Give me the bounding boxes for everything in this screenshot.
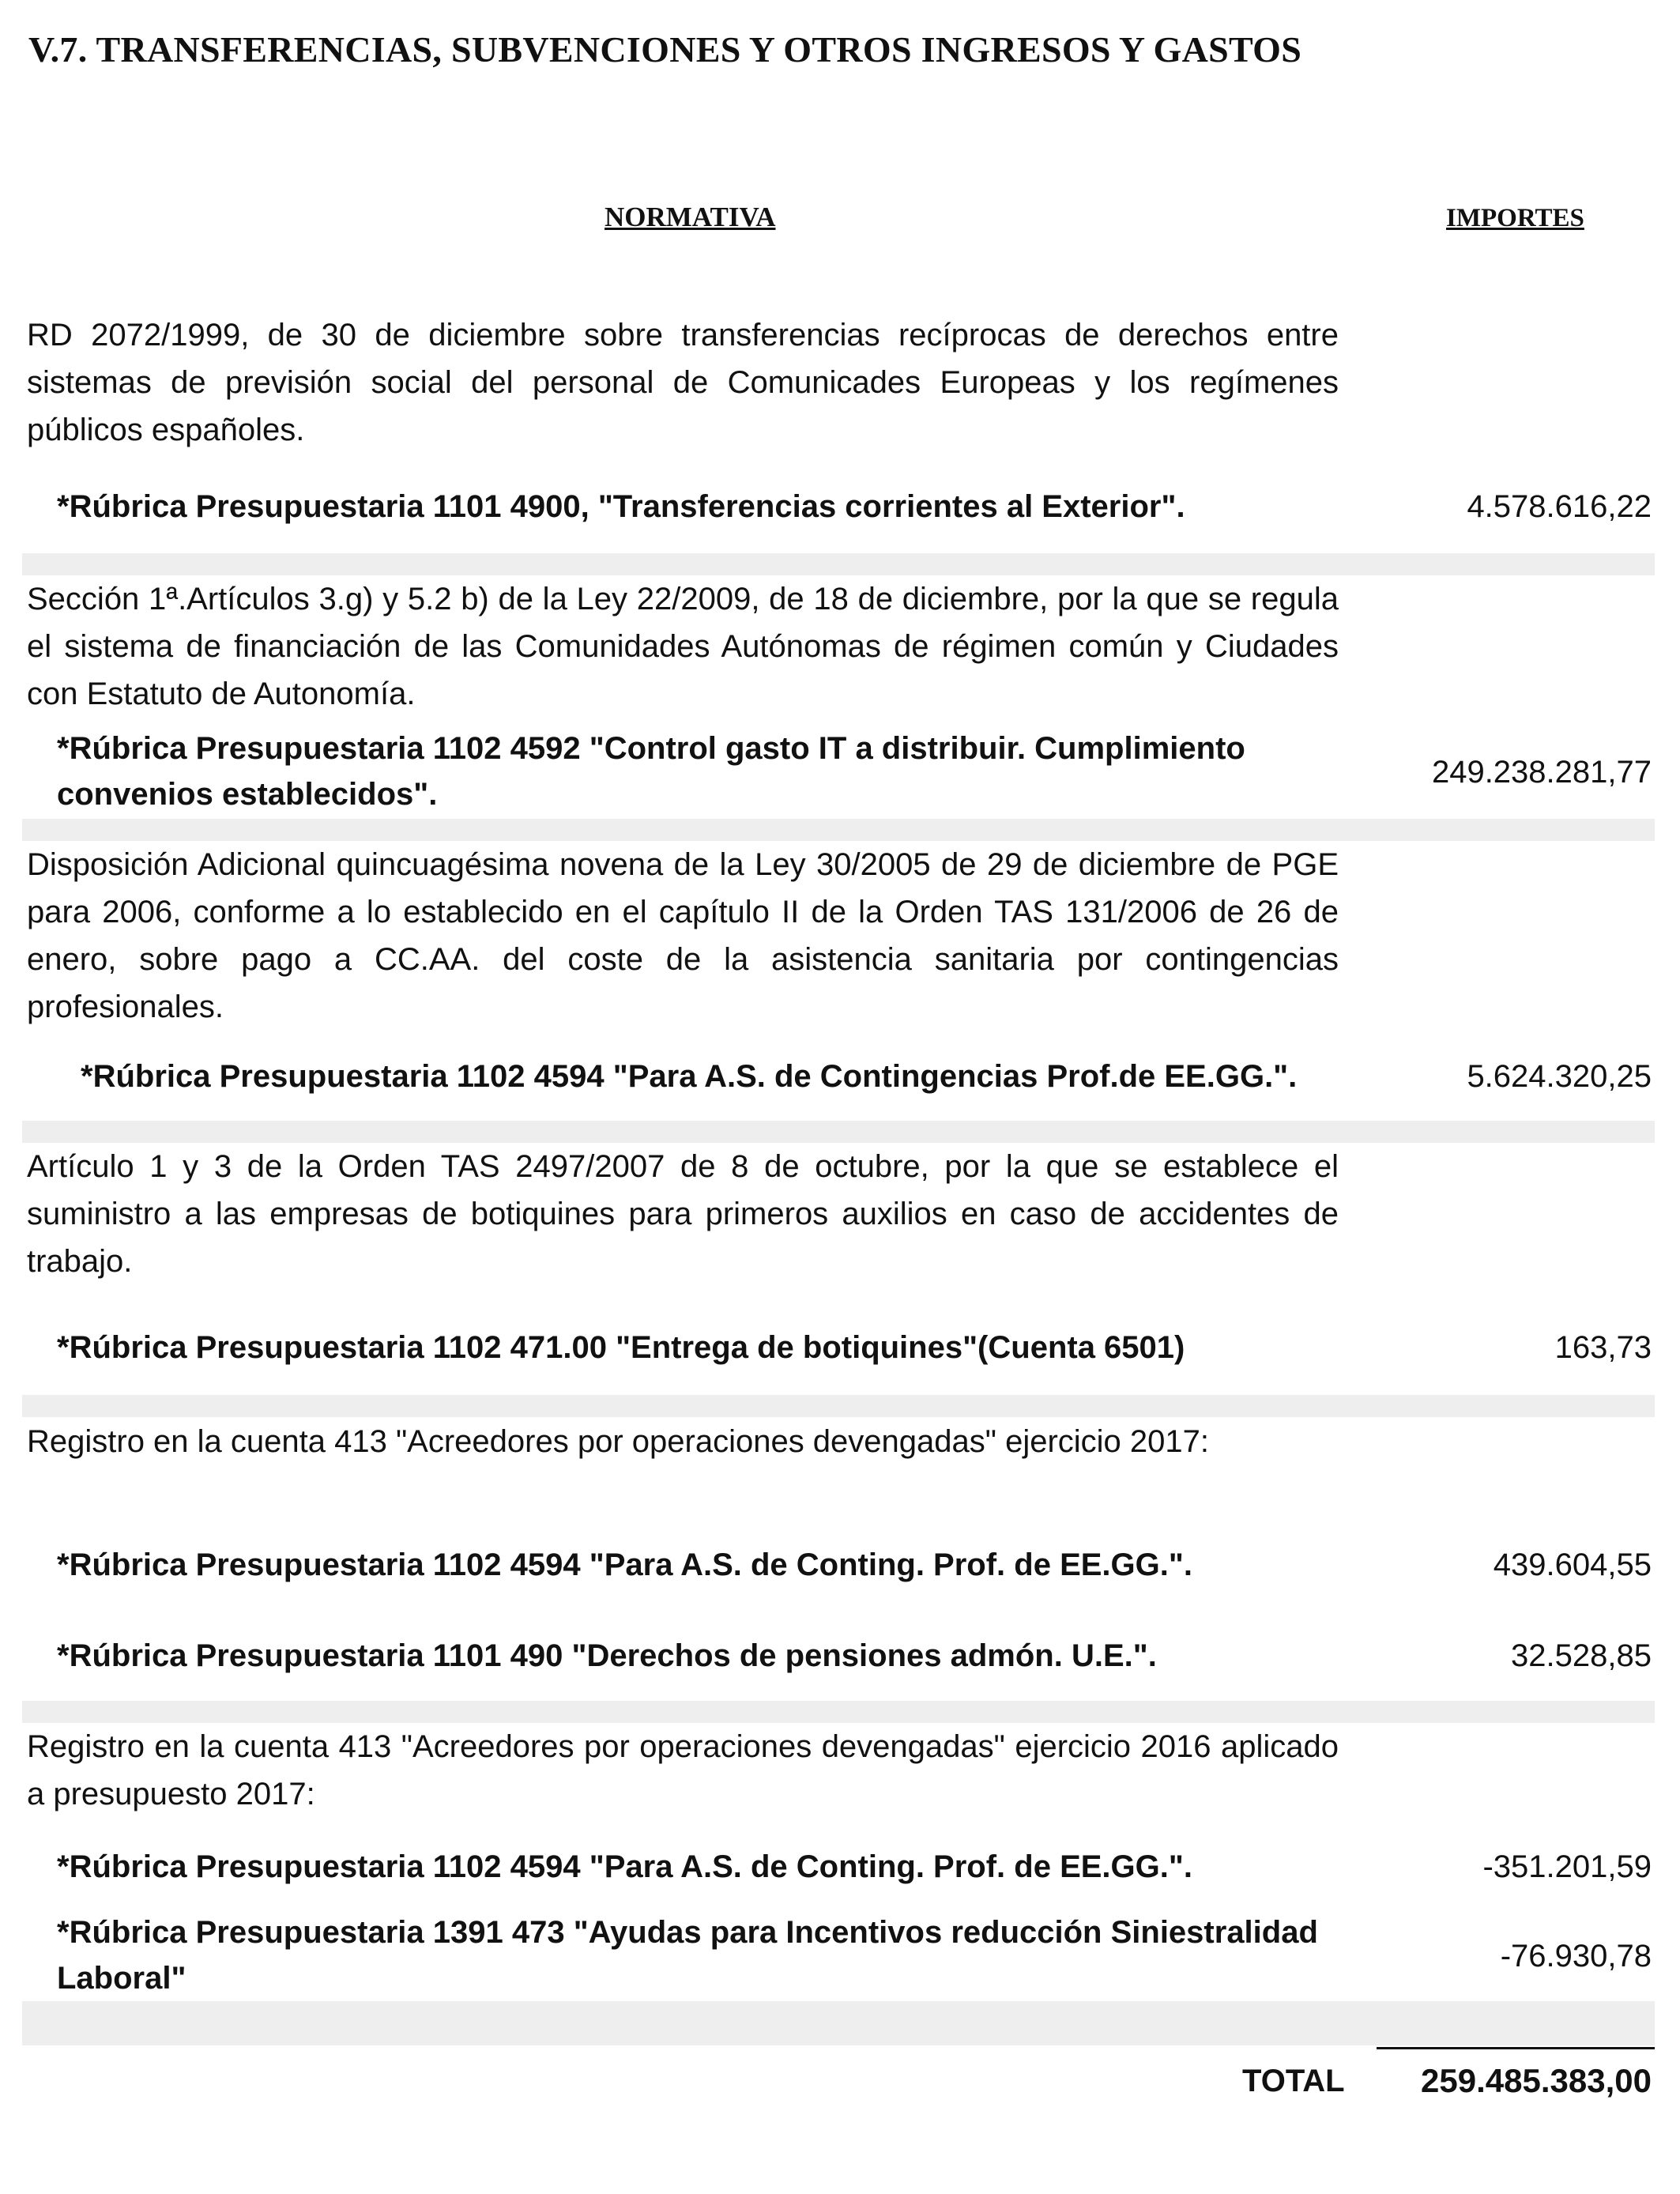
- row-separator: [22, 553, 1655, 575]
- total-label: TOTAL: [1242, 2064, 1345, 2098]
- budget-line-amount: 5.624.320,25: [1467, 1059, 1652, 1094]
- budget-line-label: *Rúbrica Presupuestaria 1391 473 "Ayudas para Incentivos reducción Siniestralidad Laboral": [57, 1915, 1318, 1996]
- section-text: Disposición Adicional quincuagésima novena de la Ley 30/2005 de 29 de diciembre de PGE para 2006, conforme a lo establecido en el capítulo II de la Orden TAS 131/2006 de 26 de enero, sobre pago a CC.AA. del coste de la asistencia sanitaria por contingencias profesionales.: [27, 847, 1339, 1024]
- budget-line-label: *Rúbrica Presupuestaria 1101 4900, "Transferencias corrientes al Exterior".: [57, 489, 1185, 524]
- row-separator: [22, 1701, 1655, 1723]
- budget-line-label: *Rúbrica Presupuestaria 1102 4594 "Para A.S. de Conting. Prof. de EE.GG.".: [57, 1547, 1192, 1582]
- total-amount: 259.485.383,00: [1421, 2062, 1652, 2099]
- section-text: RD 2072/1999, de 30 de diciembre sobre transferencias recíprocas de derechos entre sistemas de previsión social del personal de Comunicades Europeas y los regímenes públicos españoles.: [27, 318, 1339, 447]
- budget-line-amount: 439.604,55: [1493, 1547, 1652, 1582]
- budget-line-amount: 32.528,85: [1511, 1638, 1652, 1673]
- total-rule: [1377, 2047, 1655, 2049]
- row-separator: [22, 1121, 1655, 1143]
- section-text: Registro en la cuenta 413 "Acreedores por operaciones devengadas" ejercicio 2017:: [27, 1424, 1210, 1459]
- budget-line-amount: -76.930,78: [1500, 1939, 1652, 1973]
- row-separator: [22, 1395, 1655, 1417]
- budget-line-amount: 4.578.616,22: [1467, 489, 1652, 524]
- budget-line-amount: 163,73: [1554, 1330, 1652, 1365]
- budget-line-label: *Rúbrica Presupuestaria 1102 4594 "Para A.S. de Contingencias Prof.de EE.GG.".: [81, 1059, 1298, 1094]
- row-separator: [22, 2001, 1655, 2045]
- budget-line-label: *Rúbrica Presupuestaria 1102 4592 "Control gasto IT a distribuir. Cumplimiento convenios establecidos".: [57, 731, 1245, 812]
- column-header-normativa: NORMATIVA: [605, 202, 776, 232]
- section-text: Artículo 1 y 3 de la Orden TAS 2497/2007 de 8 de octubre, por la que se establece el suministro a las empresas de botiquines para primeros auxilios en caso de accidentes de trabajo.: [27, 1149, 1339, 1279]
- row-separator: [22, 819, 1655, 841]
- section-text: Registro en la cuenta 413 "Acreedores por operaciones devengadas" ejercicio 2016 aplicado a presupuesto 2017:: [27, 1729, 1339, 1811]
- budget-line-amount: 249.238.281,77: [1431, 755, 1652, 790]
- budget-line-label: *Rúbrica Presupuestaria 1101 490 "Derechos de pensiones admón. U.E.".: [57, 1638, 1157, 1673]
- section-text: Sección 1ª.Artículos 3.g) y 5.2 b) de la Ley 22/2009, de 18 de diciembre, por la que se regula el sistema de financiación de las Comunidades Autónomas de régimen común y Ciudades con Estatuto de Autonomía.: [27, 582, 1339, 711]
- column-header-importes: IMPORTES: [1446, 204, 1584, 232]
- budget-line-label: *Rúbrica Presupuestaria 1102 471.00 "Entrega de botiquines"(Cuenta 6501): [57, 1330, 1185, 1365]
- budget-line-amount: -351.201,59: [1482, 1849, 1652, 1884]
- page-title: V.7. TRANSFERENCIAS, SUBVENCIONES Y OTROS INGRESOS Y GASTOS: [28, 29, 1302, 70]
- budget-line-label: *Rúbrica Presupuestaria 1102 4594 "Para A.S. de Conting. Prof. de EE.GG.".: [57, 1849, 1192, 1884]
